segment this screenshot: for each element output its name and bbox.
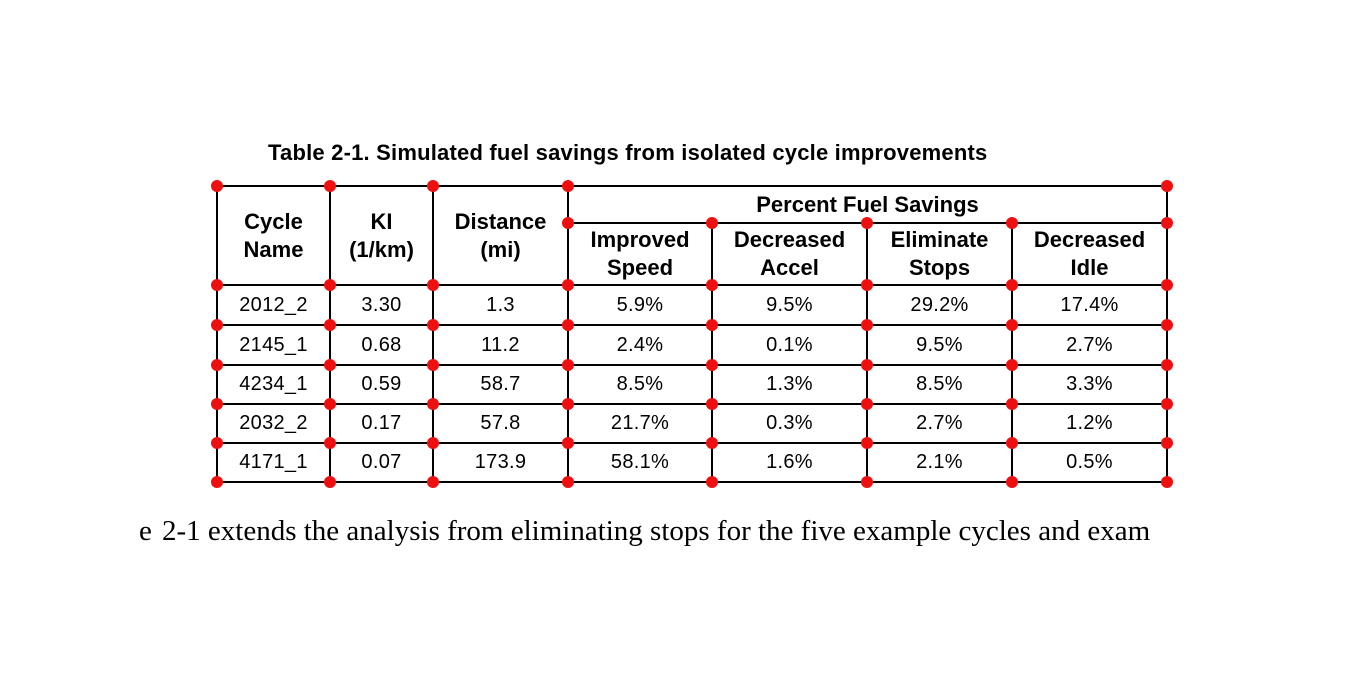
- header-line: Cycle: [244, 208, 303, 234]
- cell-eliminate-stops: 8.5%: [867, 365, 1012, 404]
- vertex-dot[interactable]: [1006, 359, 1018, 371]
- table-row: [217, 443, 1167, 482]
- cell-decreased-idle: 3.3%: [1012, 365, 1167, 404]
- cell-decreased-idle: 17.4%: [1012, 285, 1167, 325]
- cell-ki: 0.68: [330, 325, 433, 365]
- vertex-dot[interactable]: [427, 476, 439, 488]
- table-row: [217, 365, 1167, 404]
- vertex-dot[interactable]: [562, 180, 574, 192]
- cell-ki: 0.07: [330, 443, 433, 482]
- cell-ki: 0.59: [330, 365, 433, 404]
- vertex-dot[interactable]: [1006, 398, 1018, 410]
- cell-distance: 58.7: [433, 365, 568, 404]
- vertex-dot[interactable]: [861, 398, 873, 410]
- col-header-eliminate-stops: [867, 223, 1012, 285]
- cell-eliminate-stops: 2.1%: [867, 443, 1012, 482]
- vertex-dot[interactable]: [706, 437, 718, 449]
- cell-distance: 1.3: [433, 285, 568, 325]
- vertex-dot[interactable]: [211, 398, 223, 410]
- vertex-dot[interactable]: [427, 437, 439, 449]
- cell-improved-speed: 2.4%: [568, 325, 712, 365]
- table-row: [217, 285, 1167, 325]
- header-line: Decreased: [1033, 227, 1146, 252]
- vertex-dot[interactable]: [324, 279, 336, 291]
- vertex-dot[interactable]: [324, 398, 336, 410]
- vertex-dot[interactable]: [861, 279, 873, 291]
- vertex-dot[interactable]: [861, 437, 873, 449]
- cell-improved-speed: 8.5%: [568, 365, 712, 404]
- cell-eliminate-stops: 9.5%: [867, 325, 1012, 365]
- vertex-dot[interactable]: [211, 359, 223, 371]
- header-line: Eliminate: [890, 227, 989, 252]
- body-text-line: [139, 512, 1151, 550]
- vertex-dot[interactable]: [427, 279, 439, 291]
- vertex-dot[interactable]: [1161, 398, 1173, 410]
- header-line: Name: [243, 236, 304, 262]
- body-text-content: 2-1 extends the analysis from eliminating stops for the five example cycles and exam: [162, 515, 1151, 547]
- vertex-dot[interactable]: [1161, 359, 1173, 371]
- cell-decreased-accel: 0.3%: [712, 404, 867, 443]
- vertex-dot[interactable]: [1161, 437, 1173, 449]
- vertex-dot[interactable]: [1161, 279, 1173, 291]
- cell-improved-speed: 5.9%: [568, 285, 712, 325]
- vertex-dot[interactable]: [706, 476, 718, 488]
- vertex-dot[interactable]: [861, 476, 873, 488]
- cell-cycle-name: 2012_2: [217, 285, 330, 325]
- cell-decreased-accel: 1.6%: [712, 443, 867, 482]
- cell-ki: 0.17: [330, 404, 433, 443]
- vertex-dot[interactable]: [562, 217, 574, 229]
- cell-decreased-accel: 1.3%: [712, 365, 867, 404]
- cell-eliminate-stops: 29.2%: [867, 285, 1012, 325]
- vertex-dot[interactable]: [324, 359, 336, 371]
- header-line: Distance: [454, 208, 547, 234]
- header-line: Decreased: [733, 227, 846, 252]
- cell-cycle-name: 4171_1: [217, 443, 330, 482]
- header-line: (mi): [480, 236, 521, 262]
- vertex-dot[interactable]: [211, 476, 223, 488]
- vertex-dot[interactable]: [1006, 319, 1018, 331]
- vertex-dot[interactable]: [211, 437, 223, 449]
- vertex-dot[interactable]: [1161, 217, 1173, 229]
- vertex-dot[interactable]: [324, 319, 336, 331]
- vertex-dot[interactable]: [427, 180, 439, 192]
- header-line: Accel: [760, 255, 819, 280]
- vertex-dot[interactable]: [1006, 217, 1018, 229]
- vertex-dot[interactable]: [1006, 476, 1018, 488]
- vertex-dot[interactable]: [324, 180, 336, 192]
- cell-distance: 173.9: [433, 443, 568, 482]
- group-header-percent-fuel-savings: Percent Fuel Savings: [568, 186, 1167, 223]
- col-header-decreased-idle: [1012, 223, 1167, 285]
- vertex-dot[interactable]: [1161, 180, 1173, 192]
- vertex-dot[interactable]: [861, 319, 873, 331]
- table-row: [217, 325, 1167, 365]
- cell-distance: 11.2: [433, 325, 568, 365]
- cell-decreased-accel: 0.1%: [712, 325, 867, 365]
- vertex-dot[interactable]: [324, 476, 336, 488]
- col-header-distance: [433, 186, 568, 285]
- vertex-dot[interactable]: [861, 217, 873, 229]
- vertex-dot[interactable]: [1161, 476, 1173, 488]
- clipped-character: e: [139, 515, 152, 547]
- fuel-savings-table: [216, 185, 1168, 483]
- col-header-improved-speed: [568, 223, 712, 285]
- vertex-dot[interactable]: [211, 180, 223, 192]
- vertex-dot[interactable]: [706, 279, 718, 291]
- cell-cycle-name: 2145_1: [217, 325, 330, 365]
- cell-cycle-name: 2032_2: [217, 404, 330, 443]
- vertex-dot[interactable]: [562, 319, 574, 331]
- cell-cycle-name: 4234_1: [217, 365, 330, 404]
- col-header-ki: [330, 186, 433, 285]
- cell-decreased-idle: 0.5%: [1012, 443, 1167, 482]
- vertex-dot[interactable]: [562, 279, 574, 291]
- vertex-dot[interactable]: [1161, 319, 1173, 331]
- header-line: Stops: [908, 255, 971, 280]
- cell-decreased-accel: 9.5%: [712, 285, 867, 325]
- vertex-dot[interactable]: [706, 359, 718, 371]
- cell-improved-speed: 58.1%: [568, 443, 712, 482]
- header-line: KI: [370, 208, 393, 234]
- table-title: Table 2-1. Simulated fuel savings from isolated cycle improvements: [268, 140, 988, 165]
- vertex-dot[interactable]: [324, 437, 336, 449]
- header-line: Speed: [606, 255, 674, 280]
- vertex-dot[interactable]: [706, 319, 718, 331]
- vertex-dot[interactable]: [427, 359, 439, 371]
- cell-ki: 3.30: [330, 285, 433, 325]
- vertex-dot[interactable]: [211, 319, 223, 331]
- vertex-dot[interactable]: [562, 476, 574, 488]
- vertex-dot[interactable]: [562, 398, 574, 410]
- vertex-dot[interactable]: [427, 319, 439, 331]
- cell-improved-speed: 21.7%: [568, 404, 712, 443]
- col-header-cycle-name: [217, 186, 330, 285]
- header-row-group: [217, 186, 1167, 223]
- vertex-dot[interactable]: [1006, 437, 1018, 449]
- vertex-dot[interactable]: [706, 398, 718, 410]
- cell-distance: 57.8: [433, 404, 568, 443]
- cell-decreased-idle: 2.7%: [1012, 325, 1167, 365]
- vertex-dot[interactable]: [211, 279, 223, 291]
- header-line: (1/km): [349, 236, 414, 262]
- fuel-savings-table-container: [216, 185, 1168, 483]
- cell-eliminate-stops: 2.7%: [867, 404, 1012, 443]
- table-row: [217, 404, 1167, 443]
- vertex-dot[interactable]: [1006, 279, 1018, 291]
- vertex-dot[interactable]: [706, 217, 718, 229]
- vertex-dot[interactable]: [562, 437, 574, 449]
- cell-decreased-idle: 1.2%: [1012, 404, 1167, 443]
- header-line: Idle: [1070, 255, 1109, 280]
- vertex-dot[interactable]: [427, 398, 439, 410]
- vertex-dot[interactable]: [562, 359, 574, 371]
- header-line: Improved: [590, 227, 690, 252]
- vertex-dot[interactable]: [861, 359, 873, 371]
- col-header-decreased-accel: [712, 223, 867, 285]
